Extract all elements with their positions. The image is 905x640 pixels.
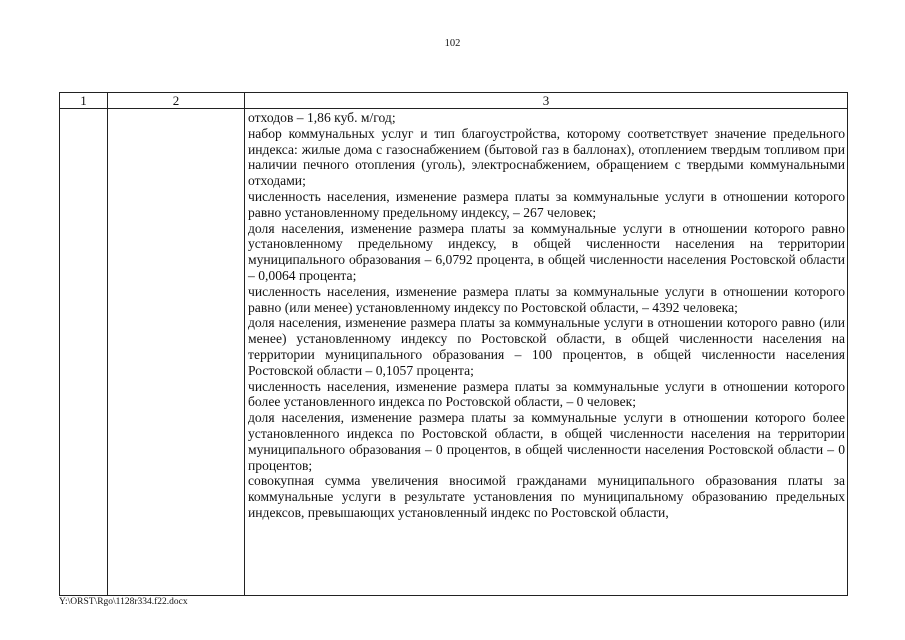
table-header-row bbox=[60, 93, 848, 109]
paragraph-share-equal-limit: доля населения, изменение размера платы за коммунальные услуги в отношении которого равно установленному предельному индексу, в общей численности населения на территории муниципального образования – 6,0792 процента, в общей численности населения Ростовской области – 0,0064 процента; bbox=[248, 220, 845, 283]
table-cell-column-3 bbox=[245, 109, 848, 596]
column-header-3: 3 bbox=[245, 93, 848, 109]
table-cell-column-2 bbox=[108, 109, 245, 596]
table-cell-column-1 bbox=[60, 109, 108, 596]
page-number: 102 bbox=[444, 38, 461, 49]
paragraph-population-above: численность населения, изменение размера платы за коммунальные услуги в отношении которого более установленного индекса по Ростовской области, – 0 человек; bbox=[248, 378, 845, 410]
content-table bbox=[59, 92, 848, 596]
paragraph-total-increase: совокупная сумма увеличения вносимой гражданами муниципального образования платы за коммунальные услуги в результате установления по муниципальному образованию предельных индексов, превышающих установленный индекс по Ростовской области, bbox=[248, 473, 845, 520]
table-row bbox=[60, 109, 848, 596]
paragraph-service-set: набор коммунальных услуг и тип благоустройства, которому соответствует значение предельного индекса: жилые дома с газоснабжением (бытовой газ в баллонах), отоплением твердым топливом при наличии печного отопления (уголь), электроснабжением, обращением с твердыми коммунальными отходами; bbox=[248, 125, 845, 189]
footer-file-path: Y:\ORST\Rgo\1128r334.f22.docx bbox=[59, 597, 188, 607]
column-header-1: 1 bbox=[60, 93, 108, 109]
paragraph-population-equal-or-less: численность населения, изменение размера платы за коммунальные услуги в отношении которого равно (или менее) установленному индексу по Ростовской области, – 4392 человека; bbox=[248, 283, 845, 315]
paragraph-population-equal-limit: численность населения, изменение размера платы за коммунальные услуги в отношении которого равно установленному предельному индексу, – 267 человек; bbox=[248, 188, 845, 220]
column-header-2: 2 bbox=[108, 93, 245, 109]
paragraph-share-equal-or-less: доля населения, изменение размера платы за коммунальные услуги в отношении которого равно (или менее) установленному индексу по Ростовской области, в общей численности населения на территории муниципального образования – 100 процентов, в общей численности населения Ростовской области – 0,1057 процента; bbox=[248, 315, 845, 378]
cell-text bbox=[245, 109, 847, 521]
paragraph-share-above: доля населения, изменение размера платы за коммунальные услуги в отношении которого более установленного индекса по Ростовской области, в общей численности населения на территории муниципального образования – 0 процентов, в общей численности населения Ростовской области – 0 процентов; bbox=[248, 410, 845, 473]
paragraph-waste-volume: отходов – 1,86 куб. м/год; bbox=[248, 110, 396, 125]
